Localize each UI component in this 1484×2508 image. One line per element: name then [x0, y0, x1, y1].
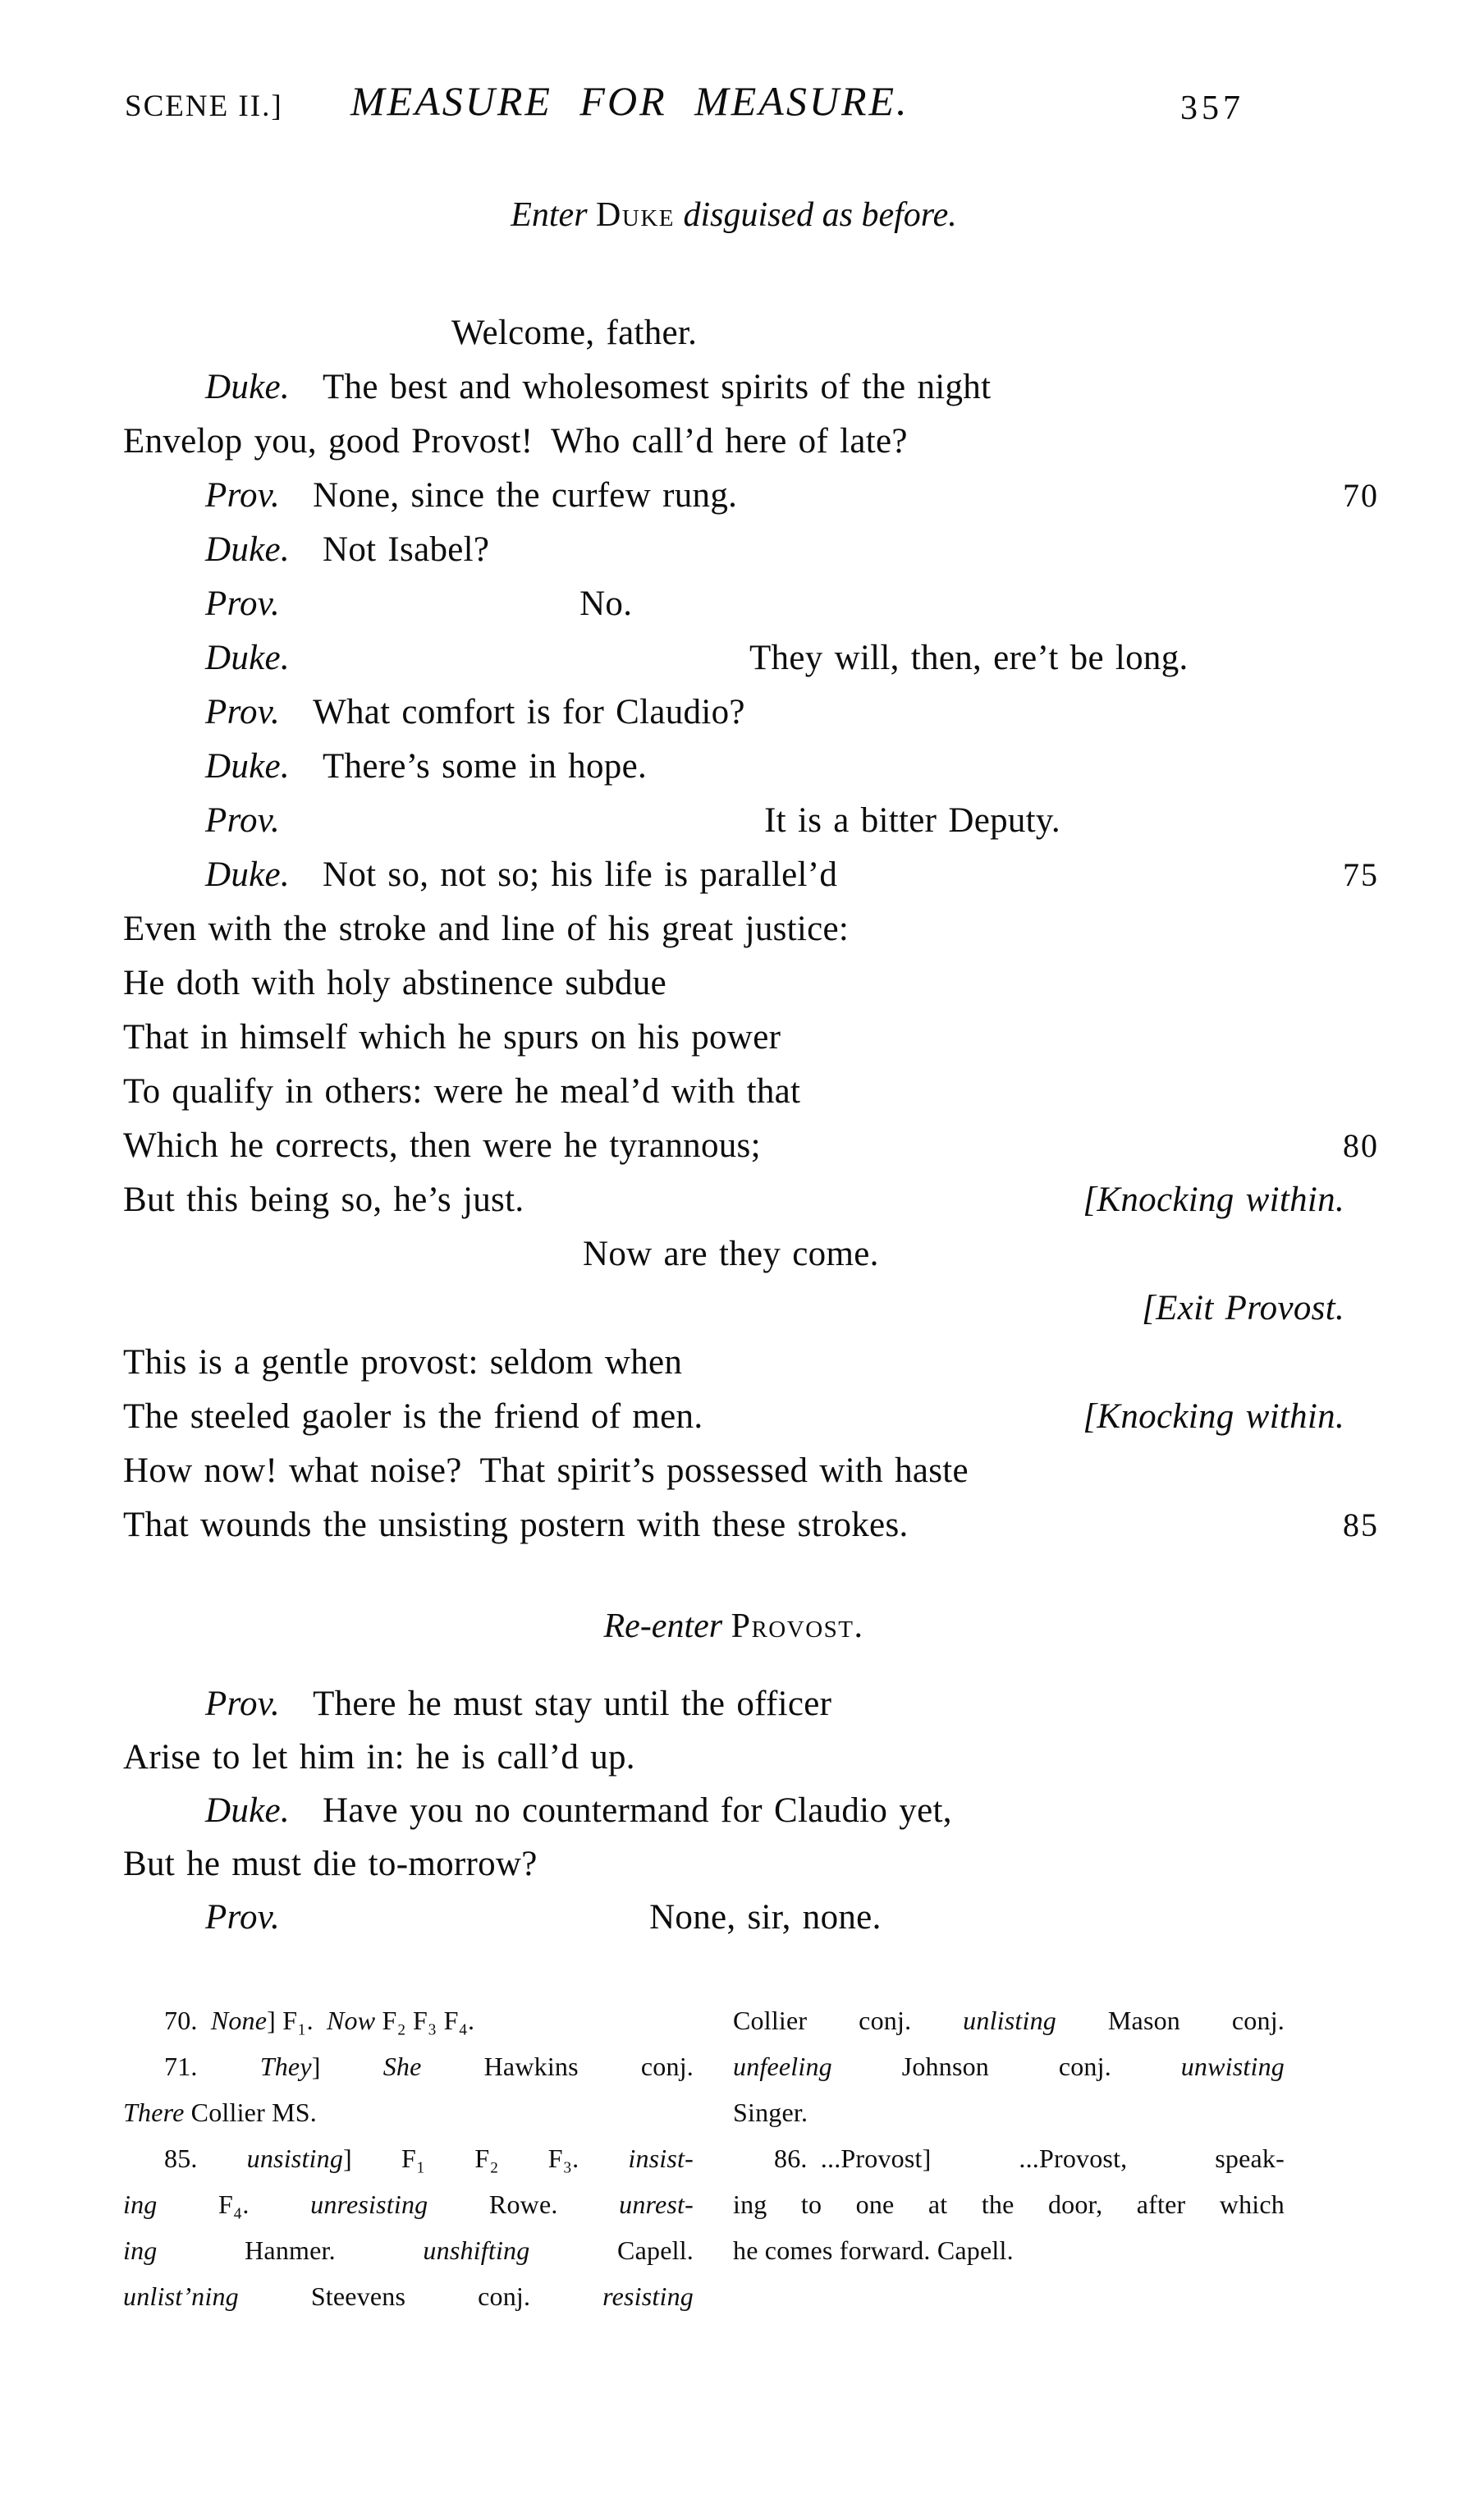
dialogue-line: [123, 956, 1344, 1011]
speaker-name: Duke.: [205, 1791, 290, 1830]
footnote-text: Hanmer.: [157, 2235, 424, 2265]
dialogue-line: [123, 1227, 1344, 1282]
stage-direction-knocking: [Knocking within.: [1083, 1397, 1344, 1436]
dialogue-line: [123, 360, 1344, 415]
line-number: 85: [1343, 1506, 1379, 1543]
footnote-line: [123, 2273, 694, 2319]
speech-text: There’s some in hope.: [322, 747, 648, 786]
play-text-block-2: [123, 1677, 1344, 1944]
dialogue-line: [123, 848, 1379, 902]
running-head: [0, 76, 1484, 141]
speech-text: There he must stay until the officer: [313, 1685, 832, 1723]
footnote-line: [733, 2089, 1285, 2135]
footnote-lemma: ing: [123, 2235, 158, 2265]
footnote-line: [123, 2181, 694, 2227]
speaker-name: Prov.: [205, 1898, 281, 1937]
footnote-text: Hawkins conj.: [421, 2052, 694, 2081]
dialogue-line: [123, 631, 1344, 685]
dialogue-line: [123, 1336, 1344, 1390]
footnote-lemma: None: [210, 2006, 268, 2035]
speech-text: None, since the curfew rung.: [313, 476, 738, 515]
speech-text: Which he corrects, then were he tyrannous;: [123, 1126, 761, 1165]
speaker-name: Prov.: [205, 585, 281, 623]
footnote-line: [733, 2135, 1285, 2181]
footnote-text: 70.: [164, 2006, 211, 2035]
speech-text: None, sir, none.: [649, 1898, 882, 1937]
footnote-text: Collier conj.: [733, 2006, 964, 2035]
dialogue-line: [123, 740, 1344, 794]
dialogue-line: [123, 415, 1344, 469]
stage-direction-knocking: [Knocking within.: [1083, 1181, 1344, 1219]
footnote-text: he comes forward. Capell.: [733, 2235, 1014, 2265]
speaker-name: Prov.: [205, 1685, 281, 1723]
footnote-lemma: She: [382, 2052, 422, 2081]
footnote-text: 85.: [164, 2143, 247, 2173]
footnote-line: [123, 2089, 694, 2135]
speech-text: Now are they come.: [583, 1235, 879, 1273]
speech-text: That wounds the unsisting postern with these strokes.: [123, 1506, 909, 1544]
speech-text: This is a gentle provost: seldom when: [123, 1343, 683, 1382]
play-text-block-1: [123, 306, 1379, 1552]
footnote-lemma: unsisting: [246, 2143, 344, 2173]
speech-text: The best and wholesomest spirits of the night: [322, 368, 992, 406]
character-name-duke: Duke: [596, 196, 675, 234]
dialogue-line: [123, 577, 1344, 631]
footnote-line: [733, 1997, 1285, 2043]
play-title: MEASURE FOR MEASURE.: [350, 78, 909, 124]
speech-text: Not Isabel?: [322, 530, 490, 569]
dialogue-line: [123, 1444, 1344, 1498]
dialogue-line: [123, 1837, 1344, 1891]
footnote-lemma: Now: [326, 2006, 376, 2035]
footnote-lemma: resisting: [602, 2281, 694, 2311]
dialogue-line: [123, 1173, 1344, 1227]
footnote-text: ]: [311, 2052, 383, 2081]
dialogue-line: [123, 1065, 1344, 1119]
footnote-lemma: They: [259, 2052, 312, 2081]
footnote-text: Rowe.: [428, 2189, 620, 2219]
line-number: 70: [1343, 477, 1379, 514]
dialogue-line: [123, 1677, 1344, 1731]
speech-text: That in himself which he spurs on his power: [123, 1018, 781, 1057]
footnote-text: Collier MS.: [184, 2098, 317, 2127]
speech-text: Not so, not so; his life is parallel’d: [322, 855, 838, 894]
footnote-text: Singer.: [733, 2098, 808, 2127]
speaker-name: Duke.: [205, 639, 290, 677]
dialogue-line: [123, 523, 1344, 577]
footnote-text: 86. ...Provost] ...Provost, speak-: [774, 2143, 1285, 2173]
speech-text: To qualify in others: were he meal’d with that: [123, 1072, 801, 1111]
speech-text: He doth with holy abstinence subdue: [123, 964, 667, 1002]
dialogue-line: [123, 1011, 1344, 1065]
footnote-text: Mason conj.: [1056, 2006, 1285, 2035]
dialogue-line: [123, 1390, 1344, 1444]
footnote-text: ing to one at the door, after which: [733, 2189, 1285, 2219]
footnote-lemma: unwisting: [1180, 2052, 1285, 2081]
footnote-lemma: unrest-: [619, 2189, 694, 2219]
speech-text: Arise to let him in: he is call’d up.: [123, 1738, 635, 1777]
footnote-lemma: unshifting: [423, 2235, 530, 2265]
speech-text: No.: [579, 585, 633, 623]
speaker-name: Prov.: [205, 476, 281, 515]
footnote-text: Capell.: [529, 2235, 694, 2265]
dialogue-line: [123, 1891, 1344, 1944]
speech-text: Have you no countermand for Claudio yet,: [322, 1791, 952, 1830]
dialogue-line: [123, 469, 1379, 523]
dialogue-line: [123, 1498, 1379, 1552]
footnotes-right-column: [733, 1997, 1285, 2319]
footnote-text: ] F₁ F₂ F₃.: [343, 2143, 629, 2173]
speaker-name: Duke.: [205, 855, 290, 894]
stage-direction-post: disguised as before.: [674, 196, 957, 234]
character-name-provost: Provost.: [731, 1607, 864, 1645]
footnote-lemma: unfeeling: [733, 2052, 832, 2081]
footnote-line: [733, 2181, 1285, 2227]
dialogue-line: [123, 306, 1344, 360]
footnote-lemma: unlist’ning: [123, 2281, 239, 2311]
speech-text: But this being so, he’s just.: [123, 1181, 524, 1219]
footnote-text: F₂ F₃ F₄.: [375, 2006, 475, 2035]
dialogue-line: [123, 1119, 1379, 1173]
footnote-text: ] F₁.: [267, 2006, 327, 2035]
stage-direction-pre: Re-enter: [603, 1607, 731, 1645]
stage-direction-pre: Enter: [511, 196, 597, 234]
dialogue-line: [123, 685, 1344, 740]
footnotes: [123, 1997, 1344, 2319]
speech-text: But he must die to-morrow?: [123, 1845, 538, 1883]
footnote-text: Steevens conj.: [238, 2281, 603, 2311]
dialogue-line: [123, 1784, 1344, 1837]
dialogue-line: [123, 1282, 1344, 1336]
footnote-line: [733, 2227, 1285, 2273]
page-number: 357: [1180, 89, 1244, 127]
footnote-lemma: insist-: [628, 2143, 694, 2173]
stage-direction-enter: [123, 195, 1344, 235]
footnote-lemma: ing: [123, 2189, 158, 2219]
footnote-line: [123, 1997, 694, 2043]
dialogue-line: [123, 902, 1344, 956]
line-number: 75: [1343, 856, 1379, 893]
footnote-line: [123, 2135, 694, 2181]
speaker-name: Duke.: [205, 530, 290, 569]
footnote-line: [733, 2043, 1285, 2089]
speaker-name: Prov.: [205, 801, 281, 840]
footnote-text: Johnson conj.: [831, 2052, 1181, 2081]
speech-text: Even with the stroke and line of his great justice:: [123, 910, 850, 948]
speech-text: What comfort is for Claudio?: [313, 693, 745, 731]
speech-text: Envelop you, good Provost! Who call’d here of late?: [123, 422, 908, 461]
speech-text: How now! what noise? That spirit’s possessed with haste: [123, 1451, 969, 1490]
stage-direction-reenter: [123, 1607, 1344, 1646]
speaker-name: Duke.: [205, 368, 290, 406]
speaker-name: Prov.: [205, 693, 281, 731]
speaker-name: Duke.: [205, 747, 290, 786]
stage-direction-exit: [Exit Provost.: [1142, 1289, 1344, 1327]
footnote-lemma: unlisting: [963, 2006, 1056, 2035]
speech-text: They will, then, ere’t be long.: [749, 639, 1189, 677]
footnote-lemma: There: [123, 2098, 185, 2127]
footnote-line: [123, 2227, 694, 2273]
dialogue-line: [123, 1731, 1344, 1784]
speech-text: The steeled gaoler is the friend of men.: [123, 1397, 703, 1436]
scene-label: SCENE II.]: [125, 89, 283, 123]
footnote-lemma: unresisting: [310, 2189, 428, 2219]
line-number: 80: [1343, 1127, 1379, 1164]
speech-text: It is a bitter Deputy.: [764, 801, 1060, 840]
footnotes-left-column: [123, 1997, 694, 2319]
footnote-text: 71.: [164, 2052, 260, 2081]
footnote-line: [123, 2043, 694, 2089]
dialogue-line: [123, 794, 1344, 848]
speech-text: Welcome, father.: [451, 314, 698, 352]
footnote-text: F₄.: [157, 2189, 311, 2219]
